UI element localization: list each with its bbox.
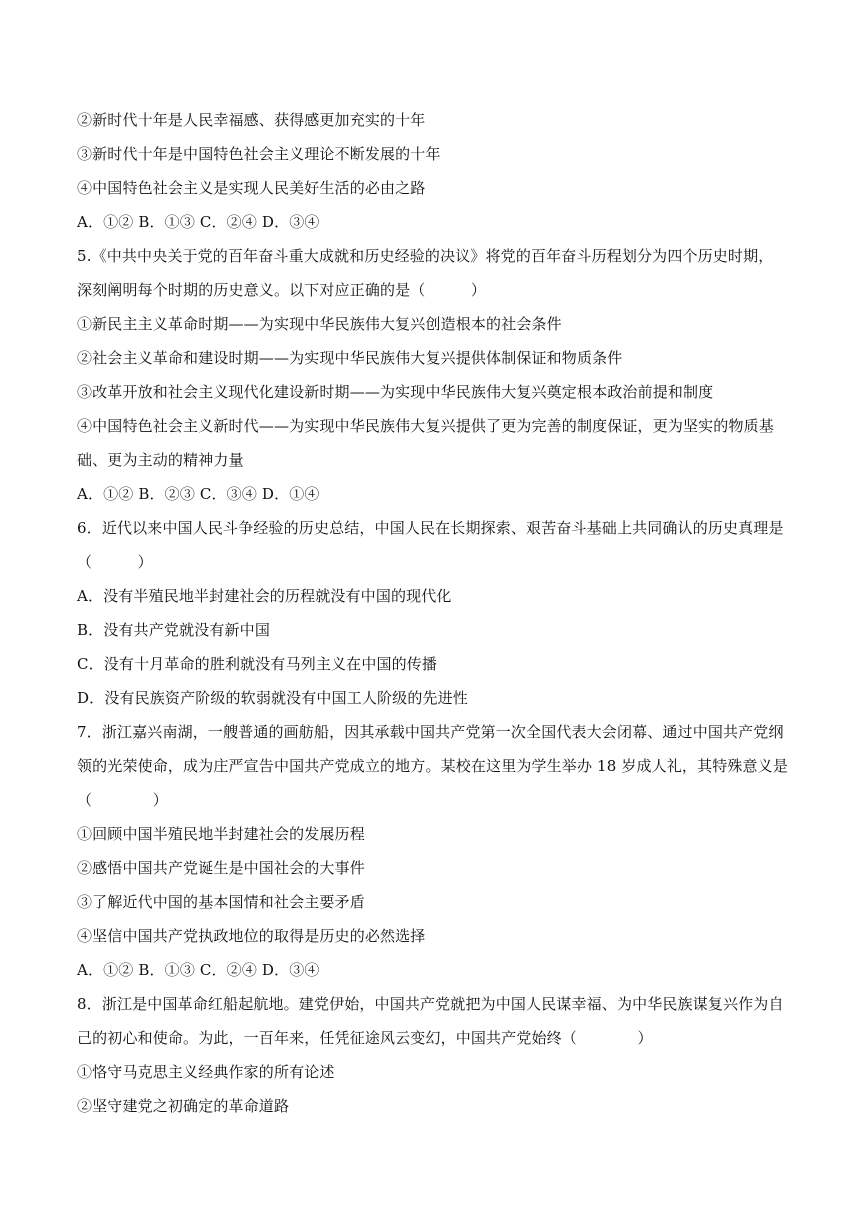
answer-choices-q4: A．①② B．①③ C．②④ D．③④ (77, 213, 320, 231)
q5-statement-4-cont: 础、更为主动的精神力量 (77, 451, 244, 469)
q6-option-c: C．没有十月革命的胜利就没有马列主义在中国的传播 (77, 655, 438, 673)
question-6-blank: （ ） (77, 553, 153, 571)
q8-statement-1: ①恪守马克思主义经典作家的所有论述 (77, 1063, 335, 1081)
question-7-stem-cont: 领的光荣使命，成为庄严宣告中国共产党成立的地方。某校在这里为学生举办 18 岁成人礼，其特殊意义是 (77, 757, 788, 775)
question-8-stem-cont: 己的初心和使命。为此，一百年来，任凭征途风云变幻，中国共产党始终（ ） (77, 1029, 653, 1047)
question-5-stem: 5.《中共中央关于党的百年奋斗重大成就和历史经验的决议》将党的百年奋斗历程划分为四个历史时期， (77, 247, 774, 265)
question-5-stem-cont: 深刻阐明每个时期的历史意义。以下对应正确的是（ ） (77, 281, 487, 299)
q6-option-d: D．没有民族资产阶级的软弱就没有中国工人阶级的先进性 (77, 689, 468, 707)
q7-statement-1: ①回顾中国半殖民地半封建社会的发展历程 (77, 825, 365, 843)
q5-statement-2: ②社会主义革命和建设时期——为实现中华民族伟大复兴提供体制保证和物质条件 (77, 349, 623, 367)
option-statement-2: ②新时代十年是人民幸福感、获得感更加充实的十年 (77, 111, 426, 129)
question-7-stem: 7．浙江嘉兴南湖，一艘普通的画舫船，因其承载中国共产党第一次全国代表大会闭幕、通过中国共产党纲 (77, 723, 784, 741)
q6-option-a: A．没有半殖民地半封建社会的历程就没有中国的现代化 (77, 587, 452, 605)
answer-choices-q7: A．①② B．①③ C．②④ D．③④ (77, 961, 320, 979)
option-statement-4: ④中国特色社会主义是实现人民美好生活的必由之路 (77, 179, 426, 197)
q7-statement-3: ③了解近代中国的基本国情和社会主要矛盾 (77, 893, 365, 911)
q7-statement-2: ②感悟中国共产党诞生是中国社会的大事件 (77, 859, 365, 877)
q7-statement-4: ④坚信中国共产党执政地位的取得是历史的必然选择 (77, 927, 426, 945)
question-8-stem: 8．浙江是中国革命红船起航地。建党伊始，中国共产党就把为中国人民谋幸福、为中华民族谋复兴作为自 (77, 995, 784, 1013)
question-7-blank: （ ） (77, 791, 168, 809)
option-statement-3: ③新时代十年是中国特色社会主义理论不断发展的十年 (77, 145, 441, 163)
q5-statement-3: ③改革开放和社会主义现代化建设新时期——为实现中华民族伟大复兴奠定根本政治前提和制度 (77, 383, 714, 401)
q8-statement-2: ②坚守建党之初确定的革命道路 (77, 1097, 290, 1115)
q5-statement-1: ①新民主主义革命时期——为实现中华民族伟大复兴创造根本的社会条件 (77, 315, 562, 333)
q6-option-b: B．没有共产党就没有新中国 (77, 621, 270, 639)
q5-statement-4: ④中国特色社会主义新时代——为实现中华民族伟大复兴提供了更为完善的制度保证，更为坚实的物质基 (77, 417, 774, 435)
question-6-stem: 6．近代以来中国人民斗争经验的历史总结，中国人民在长期探索、艰苦奋斗基础上共同确认的历史真理是 (77, 519, 784, 537)
answer-choices-q5: A．①② B．②③ C．③④ D．①④ (77, 485, 320, 503)
